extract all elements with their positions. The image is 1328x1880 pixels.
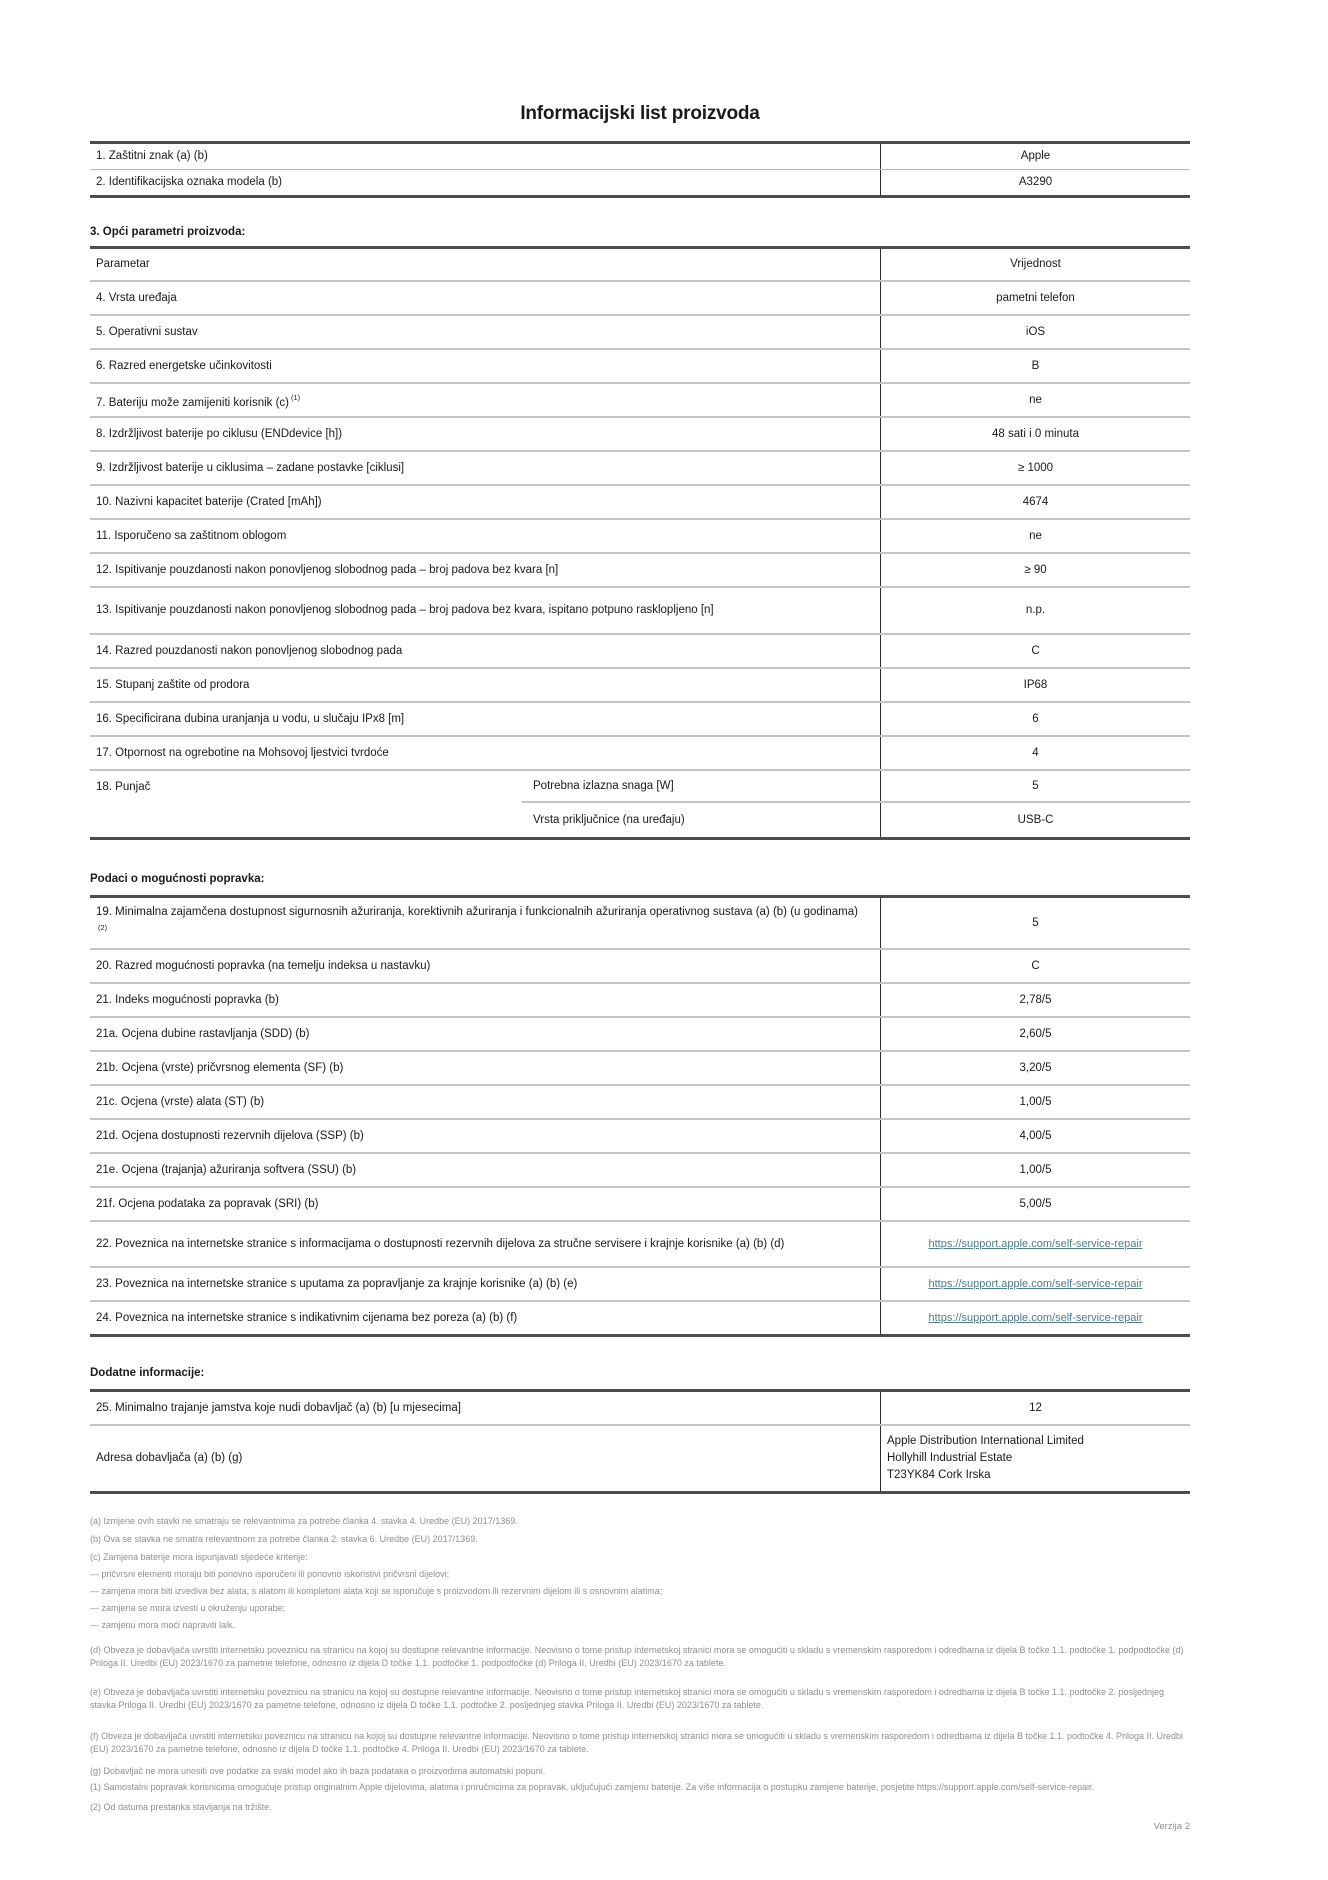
row-label: 20. Razred mogućnosti popravka (na temelju indeksa u nastavku): [96, 959, 431, 972]
row-value: 2,60/5: [880, 1018, 1190, 1050]
footnote-d: (d) Obveza je dobavljača uvrstiti internetsku poveznicu na stranicu na kojoj su dostupne relevantne informacije. Neovisno o tome pristup internetskoj stranici mora se omogućiti u skladu s vremenskim rasporedom i odredbama iz dijela B točke 1.1. podtočke 1. podpodtočke (d) Priloga II. Uredbi (EU) 2023/1670 za pametne telefone, odnosno iz dijela D točke 1.1. podtočke 1. podpodtočke (d) Priloga II. Uredbi (EU) 2023/1670 za tablete.: [90, 1645, 1184, 1668]
row-value: ne: [880, 384, 1190, 416]
footnote-ref-2: (2): [98, 923, 108, 932]
table-row: [90, 314, 1190, 348]
sub-row-label: Vrsta priključnice (na uređaju): [533, 813, 685, 826]
row-label: Adresa dobavljača (a) (b) (g): [96, 1452, 243, 1464]
table-row: [90, 735, 1190, 769]
table-row: [90, 1266, 1190, 1300]
row-label-text: 19. Minimalna zajamčena dostupnost sigurnosnih ažuriranja, korektivnih ažuriranja i funkcionalnih ažuriranja operativnog sustava (a) (b) (u godinama): [96, 906, 858, 918]
table-row: [90, 1220, 1190, 1266]
charger-sub-table: [522, 771, 1190, 837]
repair-instructions-link[interactable]: https://support.apple.com/self-service-repair: [928, 1277, 1143, 1290]
row-value: C: [880, 950, 1190, 982]
footnote-b: (b) Ova se stavka ne smatra relevantnom za potrebe članka 2. stavka 6. Uredbe (EU) 2017/1369.: [90, 1534, 478, 1544]
row-label: 21c. Ocjena (vrste) alata (ST) (b): [96, 1095, 265, 1108]
footnote-1: (1) Samostalni popravak korisnicima omogućuje pristup originalnim Apple dijelovima, alatima i priručnicima za popravak, uključujući zamjenu baterije. Za više informacija o postupku zamjene baterije, posjetite https://support.apple.com/self-service-repair.: [90, 1782, 1094, 1792]
table-row: [90, 169, 1190, 195]
row-label: 12. Ispitivanje pouzdanosti nakon ponovljenog slobodnog pada – broj padova bez kvara [n]: [96, 563, 559, 576]
row-label: 21d. Ocjena dostupnosti rezervnih dijelova (SSP) (b): [96, 1129, 364, 1142]
identification-table: [90, 141, 1190, 198]
row-value: pametni telefon: [880, 282, 1190, 314]
table-row: [90, 280, 1190, 314]
row-label: 13. Ispitivanje pouzdanosti nakon ponovljenog slobodnog pada – broj padova bez kvara, ispitano potpuno rasklopljeno [n]: [96, 604, 714, 616]
row-label: 2. Identifikacijska oznaka modela (b): [96, 176, 283, 188]
row-label: 5. Operativni sustav: [96, 325, 198, 338]
table-row: [90, 1016, 1190, 1050]
row-value: 4674: [880, 486, 1190, 518]
table-row: [90, 1186, 1190, 1220]
row-label: 18. Punjač: [96, 781, 151, 793]
row-value: 6: [880, 703, 1190, 735]
version-label: Verzija 2: [1153, 1821, 1190, 1832]
row-value: iOS: [880, 316, 1190, 348]
row-value: B: [880, 350, 1190, 382]
column-header-parameter: Parametar: [96, 258, 150, 270]
additional-info-table: [90, 1389, 1190, 1494]
row-value: ne: [880, 520, 1190, 552]
supplier-address-line: Apple Distribution International Limited: [887, 1435, 1084, 1447]
supplier-address-line: T23YK84 Cork Irska: [887, 1469, 991, 1481]
footnote-g: (g) Dobavljač ne mora unositi ove podatke za svaki model ako ih baza podataka o proizvodima automatski popuni.: [90, 1766, 546, 1776]
sub-row-value: USB-C: [880, 803, 1190, 837]
section-heading-general: 3. Opći parametri proizvoda:: [90, 226, 246, 238]
row-value: n.p.: [880, 588, 1190, 633]
section-heading-additional: Dodatne informacije:: [90, 1367, 205, 1379]
table-row: [90, 701, 1190, 735]
row-value: 3,20/5: [880, 1052, 1190, 1084]
table-row: [90, 982, 1190, 1016]
row-label: 21b. Ocjena (vrste) pričvrsnog elementa (SF) (b): [96, 1061, 344, 1074]
row-label: 15. Stupanj zaštite od prodora: [96, 678, 250, 691]
section-heading-repair: Podaci o mogućnosti popravka:: [90, 873, 265, 885]
table-row: [90, 1084, 1190, 1118]
footnotes: [90, 1515, 1190, 1814]
table-header-row: [90, 249, 1190, 280]
row-value: [880, 1268, 1190, 1300]
table-row: [90, 382, 1190, 416]
row-label: 11. Isporučeno sa zaštitnom oblogom: [96, 529, 287, 542]
row-label: 10. Nazivni kapacitet baterije (Crated [mAh]): [96, 495, 322, 508]
table-row: [90, 144, 1190, 169]
row-value: [880, 1222, 1190, 1266]
footnote-f: (f) Obveza je dobavljača uvrstiti internetsku poveznicu na stranicu na kojoj su dostupne relevantne informacije. Neovisno o tome pristup internetskoj stranici mora se omogućiti u skladu s vremenskim rasporedom i odredbama iz dijela B točke 1.1. podtočke 4. Priloga II. Uredbi (EU) 2023/1670 za pametne telefone, odnosno iz dijela D točke 1.1. podtočke 4. Priloga II. Uredbi (EU) 2023/1670 za tablete.: [90, 1731, 1184, 1754]
table-row-charger: [90, 769, 1190, 837]
page-title: Informacijski list proizvoda: [520, 103, 760, 124]
table-row: [90, 1152, 1190, 1186]
charger-sub-row: [522, 771, 1190, 801]
row-value: ≥ 1000: [880, 452, 1190, 484]
row-value: 12: [880, 1392, 1190, 1424]
row-label: 21e. Ocjena (trajanja) ažuriranja softvera (SSU) (b): [96, 1163, 357, 1176]
row-label: 1. Zaštitni znak (a) (b): [96, 150, 208, 162]
spare-parts-link[interactable]: https://support.apple.com/self-service-repair: [928, 1237, 1143, 1250]
table-row: [90, 552, 1190, 586]
row-value: 4: [880, 737, 1190, 769]
sub-row-label: Potrebna izlazna snaga [W]: [533, 779, 674, 792]
footnote-c-item: — zamjena mora biti izvediva bez alata, s alatom ili kompletom alata koji se isporučuje s proizvodom ili rezervnim dijelom ili s osnovnim alatima;: [90, 1586, 663, 1596]
product-information-sheet: [90, 0, 1190, 1832]
footnote-a: (a) Izmjene ovih stavki ne smatraju se relevantnima za potrebe članka 4. stavka 4. Uredbe (EU) 2017/1369.: [90, 1516, 518, 1526]
table-row: [90, 586, 1190, 633]
row-label: 4. Vrsta uređaja: [96, 291, 177, 304]
table-row: [90, 667, 1190, 701]
table-row: [90, 898, 1190, 948]
footnote-ref-1: (1): [291, 392, 301, 402]
row-label: 24. Poveznica na internetske stranice s indikativnim cijenama bez poreza (a) (b) (f): [96, 1311, 518, 1324]
table-row-supplier-address: [90, 1424, 1190, 1491]
general-parameters-table: [90, 246, 1190, 840]
row-value: 2,78/5: [880, 984, 1190, 1016]
supplier-address: [887, 1430, 1084, 1487]
row-label: [90, 385, 880, 416]
row-label: 16. Specificirana dubina uranjanja u vodu, u slučaju IPx8 [m]: [96, 712, 405, 725]
row-value: A3290: [880, 170, 1190, 195]
sub-row-value: 5: [880, 771, 1190, 801]
row-value: [880, 1302, 1190, 1334]
row-value: 4,00/5: [880, 1120, 1190, 1152]
row-value: ≥ 90: [880, 554, 1190, 586]
footnote-c-item: — pričvrsni elementi moraju biti ponovno isporučeni ili ponovno iskoristivi pričvrsni dijelovi;: [90, 1569, 450, 1579]
row-value: [880, 1426, 1190, 1491]
row-label: 8. Izdržljivost baterije po ciklusu (ENDdevice [h]): [96, 427, 343, 440]
row-label: 6. Razred energetske učinkovitosti: [96, 359, 272, 372]
table-row: [90, 450, 1190, 484]
footnote-c: (c) Zamjena baterije mora ispunjavati sljedeće kriterije:: [90, 1552, 308, 1562]
footnote-2: (2) Od datuma prestanka stavljanja na tržište.: [90, 1802, 272, 1812]
table-row: [90, 484, 1190, 518]
row-value: 48 sati i 0 minuta: [880, 418, 1190, 450]
row-label: 21f. Ocjena podataka za popravak (SRI) (b): [96, 1197, 319, 1210]
column-header-value: Vrijednost: [880, 249, 1190, 280]
row-label: 21. Indeks mogućnosti popravka (b): [96, 993, 279, 1006]
table-row: [90, 948, 1190, 982]
row-label-text: 7. Bateriju može zamijeniti korisnik (c): [96, 396, 290, 409]
row-label: [90, 900, 880, 946]
repairability-table: [90, 895, 1190, 1337]
table-row: [90, 1300, 1190, 1334]
footnote-c-item: — zamjenu mora moći napraviti laik.: [90, 1620, 236, 1630]
row-value: 1,00/5: [880, 1154, 1190, 1186]
row-label: 25. Minimalno trajanje jamstva koje nudi dobavljač (a) (b) [u mjesecima]: [96, 1401, 461, 1414]
row-label: 9. Izdržljivost baterije u ciklusima – zadane postavke [ciklusi]: [96, 461, 405, 474]
charger-sub-row: [522, 801, 1190, 837]
table-row: [90, 518, 1190, 552]
row-value: 5,00/5: [880, 1188, 1190, 1220]
row-value: C: [880, 635, 1190, 667]
indicative-prices-link[interactable]: https://support.apple.com/self-service-repair: [928, 1311, 1143, 1324]
row-value: IP68: [880, 669, 1190, 701]
footnote-e: (e) Obveza je dobavljača uvrstiti internetsku poveznicu na stranicu na kojoj su dostupne relevantne informacije. Neovisno o tome pristup internetskoj stranici mora se omogućiti u skladu s vremenskim rasporedom i odredbama iz dijela B točke 1.1. podtočke 2. posljednjeg stavka Priloga II. Uredbi (EU) 2023/1670 za pametne telefone, odnosno iz dijela D točke 1.1. podtočke 2. posljednjeg stavka Priloga II. Uredbi (EU) 2023/1670 za tablete.: [90, 1687, 1165, 1710]
row-value: 5: [880, 898, 1190, 948]
table-row: [90, 348, 1190, 382]
row-label: 14. Razred pouzdanosti nakon ponovljenog slobodnog pada: [96, 644, 403, 657]
table-row: [90, 416, 1190, 450]
row-value: Apple: [880, 144, 1190, 169]
table-row: [90, 1050, 1190, 1084]
table-row: [90, 1392, 1190, 1424]
table-row: [90, 633, 1190, 667]
row-label: 22. Poveznica na internetske stranice s informacijama o dostupnosti rezervnih dijelova za stručne servisere i krajnje korisnike (a) (b) (d): [96, 1237, 785, 1250]
supplier-address-line: Hollyhill Industrial Estate: [887, 1452, 1013, 1464]
row-label: 23. Poveznica na internetske stranice s uputama za popravljanje za krajnje korisnike (a) (b) (e): [96, 1277, 578, 1290]
row-label: 21a. Ocjena dubine rastavljanja (SDD) (b): [96, 1027, 310, 1040]
table-row: [90, 1118, 1190, 1152]
row-label: 17. Otpornost na ogrebotine na Mohsovoj ljestvici tvrdoće: [96, 746, 389, 759]
footnote-c-item: — zamjena se mora izvesti u okruženju uporabe;: [90, 1603, 286, 1613]
row-value: 1,00/5: [880, 1086, 1190, 1118]
